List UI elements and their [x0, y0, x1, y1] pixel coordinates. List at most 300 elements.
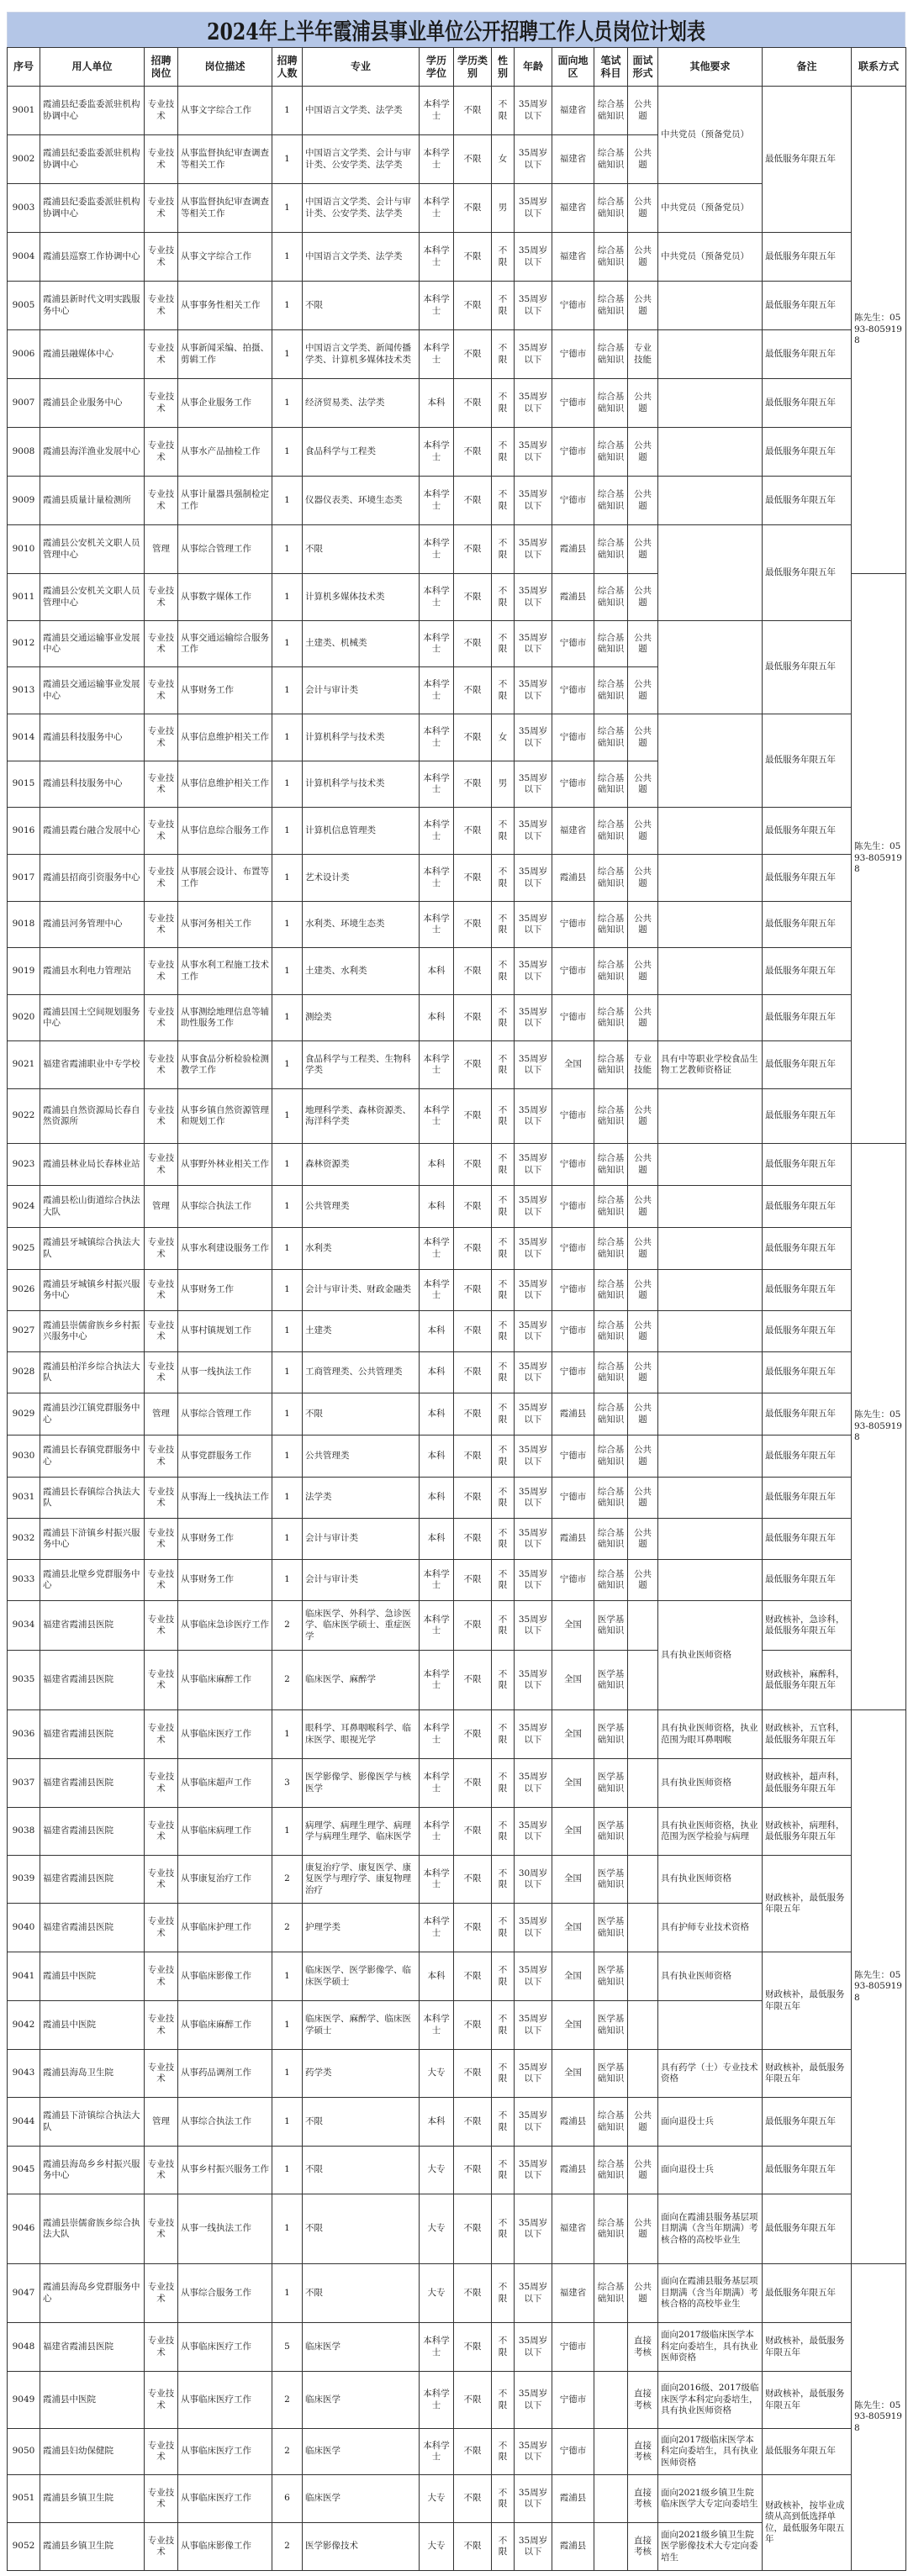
cell-num: 1 — [272, 1228, 303, 1270]
cell-desc: 从事测绘地理信息等辅助性服务工作 — [178, 995, 272, 1041]
cell-note: 最低服务年限五年 — [763, 233, 852, 282]
cell-note: 最低服务年限五年 — [763, 948, 852, 995]
cell-post: 专业技术 — [145, 1519, 178, 1560]
cell-unit: 霞浦县海岛乡乡村振兴服务中心 — [40, 2147, 145, 2194]
cell-post: 管理 — [145, 525, 178, 574]
cell-interview: 公共题 — [628, 428, 658, 477]
cell-region: 福建省 — [552, 808, 594, 855]
cell-post: 专业技术 — [145, 948, 178, 995]
cell-post: 专业技术 — [145, 761, 178, 808]
cell-post: 专业技术 — [145, 2147, 178, 2194]
cell-id: 9043 — [8, 2050, 40, 2098]
cell-major: 不限 — [303, 1393, 420, 1436]
cell-post: 专业技术 — [145, 1952, 178, 2001]
cell-post: 专业技术 — [145, 233, 178, 282]
cell-region: 宁德市 — [552, 1270, 594, 1311]
cell-degree: 本科 — [420, 379, 454, 428]
cell-age: 35周岁以下 — [515, 995, 552, 1041]
cell-id: 9028 — [8, 1352, 40, 1393]
cell-major: 计算机科学与技术类 — [303, 714, 420, 761]
cell-unit: 霞浦县下浒镇乡村振兴服务中心 — [40, 1519, 145, 1560]
cell-degree: 本科 — [420, 1436, 454, 1478]
cell-degree: 本科学士 — [420, 574, 454, 621]
cell-gender: 不限 — [492, 2098, 515, 2147]
table-row — [8, 1041, 906, 1089]
cell-region: 宁德市 — [552, 902, 594, 948]
cell-other — [658, 714, 763, 808]
cell-age: 35周岁以下 — [515, 2523, 552, 2571]
cell-id: 9015 — [8, 761, 40, 808]
cell-other — [658, 808, 763, 855]
table-row — [8, 1952, 906, 2001]
cell-gender: 不限 — [492, 2147, 515, 2194]
table-row — [8, 1759, 906, 1808]
cell-major: 水利类、环境生态类 — [303, 902, 420, 948]
cell-degree: 本科 — [420, 1952, 454, 2001]
cell-interview: 公共题 — [628, 1436, 658, 1478]
cell-edu_type: 不限 — [454, 2194, 492, 2264]
cell-gender: 不限 — [492, 233, 515, 282]
column-header-degree: 学历学位 — [420, 48, 454, 87]
cell-unit: 霞浦县企业服务中心 — [40, 379, 145, 428]
cell-region: 宁德市 — [552, 2372, 594, 2429]
cell-post: 管理 — [145, 1393, 178, 1436]
cell-unit: 霞浦县长春镇综合执法大队 — [40, 1478, 145, 1519]
cell-desc: 从事水产品抽检工作 — [178, 428, 272, 477]
cell-major: 公共管理类 — [303, 1436, 420, 1478]
cell-num: 1 — [272, 1270, 303, 1311]
cell-degree: 本科学士 — [420, 525, 454, 574]
cell-interview: 公共题 — [628, 87, 658, 135]
cell-degree: 大专 — [420, 2523, 454, 2571]
cell-degree: 本科学士 — [420, 2001, 454, 2050]
cell-exam: 综合基础知识 — [594, 87, 628, 135]
cell-edu_type: 不限 — [454, 1041, 492, 1089]
cell-exam: 综合基础知识 — [594, 1228, 628, 1270]
cell-note: 最低服务年限五年 — [763, 2098, 852, 2147]
cell-degree: 本科学士 — [420, 667, 454, 714]
cell-edu_type: 不限 — [454, 1856, 492, 1904]
cell-post: 专业技术 — [145, 1041, 178, 1089]
cell-desc: 从事乡镇自然资源管理和规划工作 — [178, 1089, 272, 1144]
column-header-gender: 性别 — [492, 48, 515, 87]
cell-major: 不限 — [303, 2098, 420, 2147]
cell-num: 1 — [272, 855, 303, 902]
cell-other — [658, 428, 763, 477]
cell-num: 1 — [272, 714, 303, 761]
cell-major: 临床医学 — [303, 2323, 420, 2372]
cell-other — [658, 1089, 763, 1144]
cell-id: 9014 — [8, 714, 40, 761]
cell-post: 专业技术 — [145, 1270, 178, 1311]
cell-num: 1 — [272, 1311, 303, 1352]
cell-age: 35周岁以下 — [515, 1519, 552, 1560]
cell-gender: 不限 — [492, 1710, 515, 1759]
cell-id: 9013 — [8, 667, 40, 714]
cell-note: 财政核补，按毕业成绩从高到低选择单位，最低服务年限五年 — [763, 2475, 852, 2571]
cell-note: 最低服务年限五年 — [763, 1519, 852, 1560]
cell-region: 宁德市 — [552, 1089, 594, 1144]
cell-num: 1 — [272, 1144, 303, 1186]
cell-major: 土建类 — [303, 1311, 420, 1352]
cell-unit: 霞浦县海岛乡党群服务中心 — [40, 2264, 145, 2323]
cell-num: 2 — [272, 2372, 303, 2429]
cell-post: 专业技术 — [145, 855, 178, 902]
cell-exam — [594, 2323, 628, 2372]
cell-id: 9011 — [8, 574, 40, 621]
cell-note: 财政核补，麻醉科，最低服务年限五年 — [763, 1651, 852, 1710]
cell-id: 9008 — [8, 428, 40, 477]
cell-exam: 综合基础知识 — [594, 1519, 628, 1560]
cell-exam: 综合基础知识 — [594, 1352, 628, 1393]
cell-interview: 公共题 — [628, 2147, 658, 2194]
cell-edu_type: 不限 — [454, 1436, 492, 1478]
cell-major: 会计与审计类、财政金融类 — [303, 1270, 420, 1311]
cell-unit: 霞浦县招商引资服务中心 — [40, 855, 145, 902]
cell-exam: 综合基础知识 — [594, 477, 628, 525]
cell-num: 1 — [272, 1186, 303, 1228]
cell-desc: 从事临床医疗工作 — [178, 1710, 272, 1759]
cell-region: 全国 — [552, 1952, 594, 2001]
cell-id: 9024 — [8, 1186, 40, 1228]
cell-num: 1 — [272, 1393, 303, 1436]
recruitment-plan-document — [7, 12, 905, 2571]
cell-edu_type: 不限 — [454, 87, 492, 135]
cell-gender: 不限 — [492, 621, 515, 667]
cell-degree: 本科学士 — [420, 1710, 454, 1759]
cell-desc: 从事药品调剂工作 — [178, 2050, 272, 2098]
table-row — [8, 2098, 906, 2147]
cell-edu_type: 不限 — [454, 2323, 492, 2372]
cell-post: 专业技术 — [145, 1759, 178, 1808]
column-header-major: 专业 — [303, 48, 420, 87]
cell-major: 临床医学 — [303, 2372, 420, 2429]
cell-degree: 本科 — [420, 995, 454, 1041]
cell-major: 眼科学、耳鼻咽喉科学、临床医学、眼视光学 — [303, 1710, 420, 1759]
cell-interview: 公共题 — [628, 525, 658, 574]
cell-post: 专业技术 — [145, 2429, 178, 2475]
title-band — [7, 12, 905, 47]
table-row — [8, 1186, 906, 1228]
cell-exam: 医学基础知识 — [594, 1710, 628, 1759]
cell-region: 全国 — [552, 1041, 594, 1089]
cell-contact: 陈先生：0593-8059198 — [852, 1710, 906, 2264]
cell-degree: 本科 — [420, 1519, 454, 1560]
cell-num: 1 — [272, 948, 303, 995]
cell-note: 最低服务年限五年 — [763, 1436, 852, 1478]
cell-num: 1 — [272, 2147, 303, 2194]
cell-other — [658, 1228, 763, 1270]
cell-post: 专业技术 — [145, 621, 178, 667]
cell-unit: 霞浦县霞台融合发展中心 — [40, 808, 145, 855]
cell-degree: 本科学士 — [420, 1904, 454, 1952]
cell-exam: 综合基础知识 — [594, 135, 628, 184]
cell-interview: 公共题 — [628, 1144, 658, 1186]
cell-id: 9044 — [8, 2098, 40, 2147]
cell-num: 1 — [272, 379, 303, 428]
cell-id: 9052 — [8, 2523, 40, 2571]
cell-major: 土建类、水利类 — [303, 948, 420, 995]
cell-unit: 霞浦县林业局长春林业站 — [40, 1144, 145, 1186]
cell-degree: 本科 — [420, 1311, 454, 1352]
cell-id: 9037 — [8, 1759, 40, 1808]
cell-desc: 从事党群服务工作 — [178, 1436, 272, 1478]
cell-gender: 不限 — [492, 1352, 515, 1393]
cell-note: 财政核补，最低服务年限五年 — [763, 1952, 852, 2050]
column-header-contact: 联系方式 — [852, 48, 906, 87]
cell-age: 35周岁以下 — [515, 2050, 552, 2098]
cell-region: 福建省 — [552, 2194, 594, 2264]
cell-major: 土建类、机械类 — [303, 621, 420, 667]
cell-gender: 不限 — [492, 2523, 515, 2571]
cell-age: 35周岁以下 — [515, 2475, 552, 2523]
cell-num: 1 — [272, 1952, 303, 2001]
cell-major: 药学类 — [303, 2050, 420, 2098]
cell-interview: 公共题 — [628, 1228, 658, 1270]
cell-desc: 从事财务工作 — [178, 1519, 272, 1560]
cell-edu_type: 不限 — [454, 2475, 492, 2523]
cell-major: 不限 — [303, 2194, 420, 2264]
cell-age: 35周岁以下 — [515, 330, 552, 379]
table-row — [8, 1089, 906, 1144]
cell-exam: 医学基础知识 — [594, 1651, 628, 1710]
table-row — [8, 1651, 906, 1710]
cell-num: 1 — [272, 808, 303, 855]
cell-desc: 从事临床医疗工作 — [178, 2429, 272, 2475]
cell-desc: 从事计量器具强制检定工作 — [178, 477, 272, 525]
cell-desc: 从事企业服务工作 — [178, 379, 272, 428]
cell-gender: 不限 — [492, 1144, 515, 1186]
cell-age: 35周岁以下 — [515, 2001, 552, 2050]
cell-exam: 医学基础知识 — [594, 1808, 628, 1856]
cell-edu_type: 不限 — [454, 621, 492, 667]
cell-desc: 从事野外林业相关工作 — [178, 1144, 272, 1186]
cell-major: 不限 — [303, 525, 420, 574]
cell-num: 2 — [272, 1856, 303, 1904]
cell-age: 35周岁以下 — [515, 855, 552, 902]
table-row — [8, 1478, 906, 1519]
cell-num: 3 — [272, 1759, 303, 1808]
cell-degree: 本科学士 — [420, 1601, 454, 1651]
cell-major: 会计与审计类 — [303, 667, 420, 714]
cell-interview — [628, 1952, 658, 2001]
cell-degree: 本科学士 — [420, 2429, 454, 2475]
cell-gender: 不限 — [492, 1436, 515, 1478]
table-row — [8, 428, 906, 477]
cell-degree: 本科学士 — [420, 330, 454, 379]
cell-id: 9034 — [8, 1601, 40, 1651]
cell-desc: 从事监督执纪审查调查等相关工作 — [178, 135, 272, 184]
cell-major: 地理科学类、森林资源类、海洋科学类 — [303, 1089, 420, 1144]
cell-post: 专业技术 — [145, 428, 178, 477]
cell-unit: 福建省霞浦县医院 — [40, 1856, 145, 1904]
cell-degree: 本科学士 — [420, 1560, 454, 1601]
cell-post: 专业技术 — [145, 667, 178, 714]
cell-region: 全国 — [552, 1651, 594, 1710]
cell-age: 35周岁以下 — [515, 282, 552, 330]
cell-id: 9021 — [8, 1041, 40, 1089]
cell-interview: 公共题 — [628, 379, 658, 428]
cell-degree: 本科学士 — [420, 2372, 454, 2429]
cell-num: 2 — [272, 2429, 303, 2475]
cell-other — [658, 525, 763, 621]
cell-num: 1 — [272, 330, 303, 379]
cell-age: 35周岁以下 — [515, 233, 552, 282]
cell-gender: 男 — [492, 761, 515, 808]
cell-post: 专业技术 — [145, 2194, 178, 2264]
cell-region: 全国 — [552, 2001, 594, 2050]
cell-num: 1 — [272, 428, 303, 477]
cell-note: 最低服务年限五年 — [763, 2147, 852, 2194]
cell-degree: 本科学士 — [420, 902, 454, 948]
cell-num: 1 — [272, 1436, 303, 1478]
cell-age: 35周岁以下 — [515, 1601, 552, 1651]
cell-desc: 从事临床麻醉工作 — [178, 1651, 272, 1710]
cell-age: 35周岁以下 — [515, 1759, 552, 1808]
table-row — [8, 1228, 906, 1270]
cell-exam: 综合基础知识 — [594, 995, 628, 1041]
cell-unit: 霞浦县牙城镇乡村振兴服务中心 — [40, 1270, 145, 1311]
cell-unit: 霞浦县交通运输事业发展中心 — [40, 667, 145, 714]
cell-region: 宁德市 — [552, 714, 594, 761]
cell-region: 宁德市 — [552, 948, 594, 995]
cell-age: 35周岁以下 — [515, 574, 552, 621]
cell-major: 计算机科学与技术类 — [303, 761, 420, 808]
cell-major: 经济贸易类、法学类 — [303, 379, 420, 428]
cell-unit: 霞浦县海岛卫生院 — [40, 2050, 145, 2098]
cell-unit: 霞浦县乡镇卫生院 — [40, 2475, 145, 2523]
cell-other: 具有执业医师资格 — [658, 1952, 763, 2001]
cell-region: 霞浦县 — [552, 2147, 594, 2194]
cell-unit: 霞浦县沙江镇党群服务中心 — [40, 1393, 145, 1436]
cell-region: 全国 — [552, 1710, 594, 1759]
cell-degree: 本科学士 — [420, 1856, 454, 1904]
cell-major: 临床医学、麻醉学、临床医学硕士 — [303, 2001, 420, 2050]
cell-interview: 公共题 — [628, 948, 658, 995]
cell-degree: 本科 — [420, 2098, 454, 2147]
cell-exam: 综合基础知识 — [594, 1270, 628, 1311]
cell-gender: 不限 — [492, 1601, 515, 1651]
table-row — [8, 1393, 906, 1436]
cell-region: 宁德市 — [552, 282, 594, 330]
cell-note: 财政核补，最低服务年限五年 — [763, 1856, 852, 1952]
cell-id: 9005 — [8, 282, 40, 330]
cell-note: 最低服务年限五年 — [763, 282, 852, 330]
cell-gender: 不限 — [492, 1808, 515, 1856]
cell-post: 专业技术 — [145, 2523, 178, 2571]
cell-note: 最低服务年限五年 — [763, 525, 852, 621]
cell-post: 专业技术 — [145, 714, 178, 761]
cell-post: 专业技术 — [145, 1651, 178, 1710]
cell-post: 专业技术 — [145, 1311, 178, 1352]
cell-age: 35周岁以下 — [515, 621, 552, 667]
cell-major: 食品科学与工程类、生物科学类 — [303, 1041, 420, 1089]
table-row — [8, 2264, 906, 2323]
cell-major: 临床医学 — [303, 2429, 420, 2475]
cell-desc: 从事财务工作 — [178, 667, 272, 714]
cell-region: 宁德市 — [552, 1228, 594, 1270]
cell-degree: 本科学士 — [420, 233, 454, 282]
cell-exam: 综合基础知识 — [594, 1436, 628, 1478]
cell-degree: 大专 — [420, 2147, 454, 2194]
cell-age: 35周岁以下 — [515, 948, 552, 995]
cell-id: 9046 — [8, 2194, 40, 2264]
column-header-age: 年龄 — [515, 48, 552, 87]
cell-other: 面向2016级、2017级临床医学本科定向委培生，具有执业医师资格 — [658, 2372, 763, 2429]
cell-id: 9025 — [8, 1228, 40, 1270]
column-header-id: 序号 — [8, 48, 40, 87]
cell-desc: 从事水利建设服务工作 — [178, 1228, 272, 1270]
cell-unit: 霞浦县公安机关文职人员管理中心 — [40, 525, 145, 574]
cell-note: 最低服务年限五年 — [763, 1270, 852, 1311]
cell-exam: 综合基础知识 — [594, 282, 628, 330]
cell-id: 9023 — [8, 1144, 40, 1186]
cell-major: 会计与审计类 — [303, 1560, 420, 1601]
cell-unit: 霞浦县纪委监委派驻机构协调中心 — [40, 135, 145, 184]
cell-edu_type: 不限 — [454, 1519, 492, 1560]
cell-region: 宁德市 — [552, 1186, 594, 1228]
cell-id: 9009 — [8, 477, 40, 525]
cell-gender: 不限 — [492, 1089, 515, 1144]
column-header-post: 招聘岗位 — [145, 48, 178, 87]
cell-edu_type: 不限 — [454, 574, 492, 621]
cell-major: 临床医学、麻醉学 — [303, 1651, 420, 1710]
cell-desc: 从事一线执法工作 — [178, 2194, 272, 2264]
cell-post: 专业技术 — [145, 1478, 178, 1519]
column-header-num: 招聘人数 — [272, 48, 303, 87]
cell-gender: 不限 — [492, 1904, 515, 1952]
cell-exam: 综合基础知识 — [594, 808, 628, 855]
cell-major: 森林资源类 — [303, 1144, 420, 1186]
cell-unit: 霞浦县中医院 — [40, 1952, 145, 2001]
cell-note: 财政核补，最低服务年限五年 — [763, 2323, 852, 2372]
cell-other: 具有执业医师资格 — [658, 1856, 763, 1904]
cell-age: 35周岁以下 — [515, 525, 552, 574]
cell-exam: 综合基础知识 — [594, 574, 628, 621]
cell-other: 面向在霞浦县服务基层项目期满（含当年期满）考核合格的高校毕业生 — [658, 2264, 763, 2323]
table-row — [8, 902, 906, 948]
cell-unit: 福建省霞浦县医院 — [40, 1651, 145, 1710]
cell-unit: 霞浦县河务管理中心 — [40, 902, 145, 948]
cell-region: 全国 — [552, 1808, 594, 1856]
cell-id: 9003 — [8, 184, 40, 233]
cell-id: 9040 — [8, 1904, 40, 1952]
cell-desc: 从事村镇规划工作 — [178, 1311, 272, 1352]
cell-degree: 本科学士 — [420, 87, 454, 135]
cell-num: 1 — [272, 2001, 303, 2050]
cell-region: 宁德市 — [552, 1352, 594, 1393]
cell-interview — [628, 1601, 658, 1651]
cell-interview: 公共题 — [628, 2194, 658, 2264]
cell-gender: 不限 — [492, 855, 515, 902]
cell-id: 9031 — [8, 1478, 40, 1519]
cell-major: 中国语言文学类、新闻传播学类、计算机多媒体技术类 — [303, 330, 420, 379]
cell-region: 霞浦县 — [552, 1519, 594, 1560]
cell-desc: 从事综合执法工作 — [178, 1186, 272, 1228]
cell-contact: 陈先生：0593-8059198 — [852, 574, 906, 1144]
cell-edu_type: 不限 — [454, 330, 492, 379]
table-row — [8, 1311, 906, 1352]
cell-degree: 本科学士 — [420, 714, 454, 761]
cell-other — [658, 902, 763, 948]
cell-degree: 本科学士 — [420, 428, 454, 477]
cell-note: 财政核补，五官科，最低服务年限五年 — [763, 1710, 852, 1759]
cell-major: 中国语言文学类、法学类 — [303, 233, 420, 282]
cell-unit: 福建省霞浦县医院 — [40, 1710, 145, 1759]
cell-edu_type: 不限 — [454, 477, 492, 525]
cell-num: 1 — [272, 1808, 303, 1856]
table-row — [8, 808, 906, 855]
